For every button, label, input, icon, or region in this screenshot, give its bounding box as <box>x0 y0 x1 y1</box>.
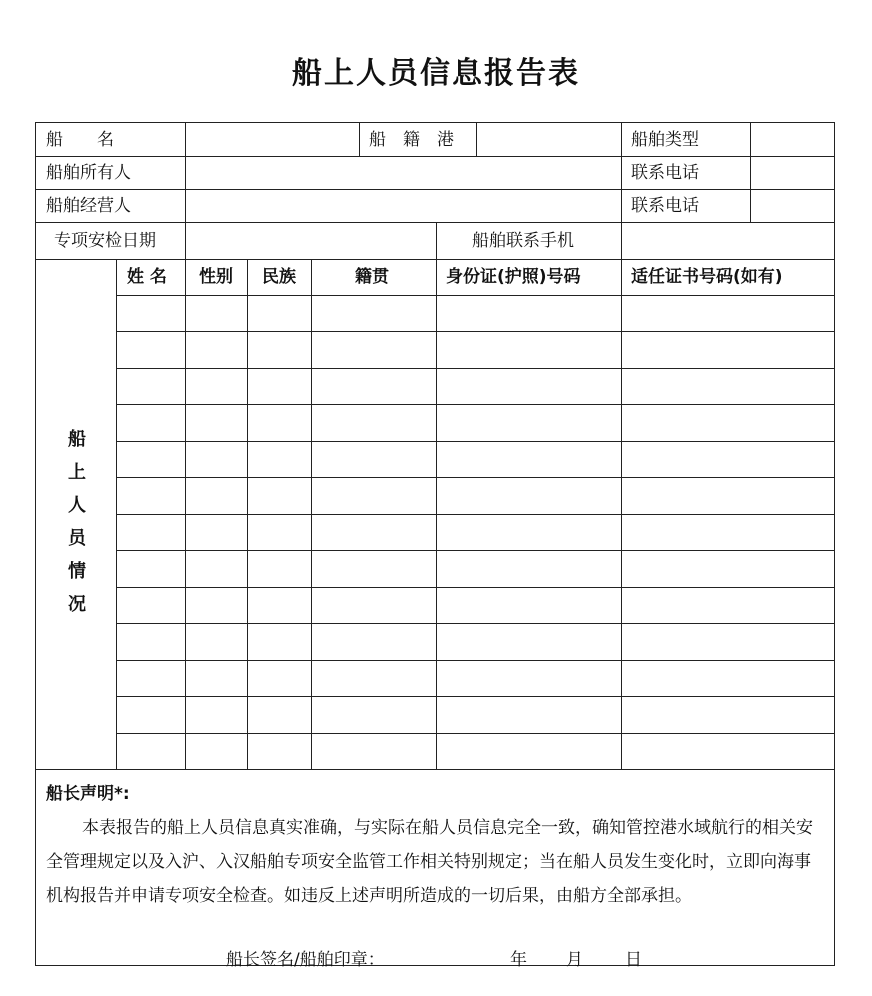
col-divider <box>116 259 117 769</box>
owner-label: 船舶所有人 <box>46 163 131 183</box>
row-divider <box>116 623 834 624</box>
col-header-name: 姓 名 <box>127 267 167 287</box>
row-divider <box>36 769 834 770</box>
col-divider <box>621 259 622 769</box>
row-divider <box>116 587 834 588</box>
crew-report-form <box>35 122 835 970</box>
row-divider <box>36 222 834 223</box>
declaration-title: 船长声明*: <box>46 784 130 804</box>
col-divider <box>476 123 477 156</box>
operator-label: 船舶经营人 <box>46 196 131 216</box>
row-divider <box>116 295 834 296</box>
col-header-ethnicity: 民族 <box>262 267 296 287</box>
col-divider <box>311 259 312 769</box>
col-header-id-number: 身份证(护照)号码 <box>446 267 581 287</box>
registry-port-label: 船 籍 港 <box>369 130 454 150</box>
row-divider <box>116 660 834 661</box>
signature-day: 日 <box>625 950 642 970</box>
col-header-native-place: 籍贯 <box>355 267 389 287</box>
row-divider <box>116 368 834 369</box>
signature-year: 年 <box>510 950 527 970</box>
ship-mobile-label: 船舶联系手机 <box>472 231 574 251</box>
col-header-certificate: 适任证书号码(如有) <box>631 267 783 287</box>
col-divider <box>185 123 186 259</box>
col-divider <box>621 123 622 222</box>
row-divider <box>116 696 834 697</box>
crew-section-label: 船 上 人 员 情 况 <box>68 429 86 615</box>
operator-phone-label: 联系电话 <box>631 196 699 216</box>
owner-phone-label: 联系电话 <box>631 163 699 183</box>
signature-month: 月 <box>566 950 583 970</box>
ship-type-label: 船舶类型 <box>631 130 699 150</box>
ship-name-label: 船 名 <box>46 130 114 150</box>
row-divider <box>36 259 834 260</box>
col-divider <box>436 222 437 259</box>
col-divider <box>185 259 186 769</box>
inspection-date-label: 专项安检日期 <box>54 231 156 251</box>
col-divider <box>359 123 360 156</box>
row-divider <box>116 331 834 332</box>
row-divider <box>116 733 834 734</box>
row-divider <box>36 189 834 190</box>
col-divider <box>750 123 751 222</box>
col-divider <box>247 259 248 769</box>
col-divider <box>621 222 622 259</box>
row-divider <box>116 441 834 442</box>
col-header-gender: 性别 <box>199 267 233 287</box>
declaration-text: 本表报告的船上人员信息真实准确，与实际在船人员信息完全一致，确知管控港水域航行的相关安全管理规定以及入沪、入汉船舶专项安全监管工作相关特别规定；当在船人员发生变化时，立即向海事机构报告并申请专项安全检查。如违反上述声明所造成的一切后果，由船方全部承担。 <box>46 818 813 906</box>
row-divider <box>116 404 834 405</box>
row-divider <box>116 514 834 515</box>
form-title: 船上人员信息报告表 <box>292 56 580 91</box>
row-divider <box>116 477 834 478</box>
row-divider <box>116 550 834 551</box>
row-divider <box>36 156 834 157</box>
signature-label: 船长签名/船舶印章： <box>226 950 385 970</box>
col-divider <box>436 259 437 769</box>
